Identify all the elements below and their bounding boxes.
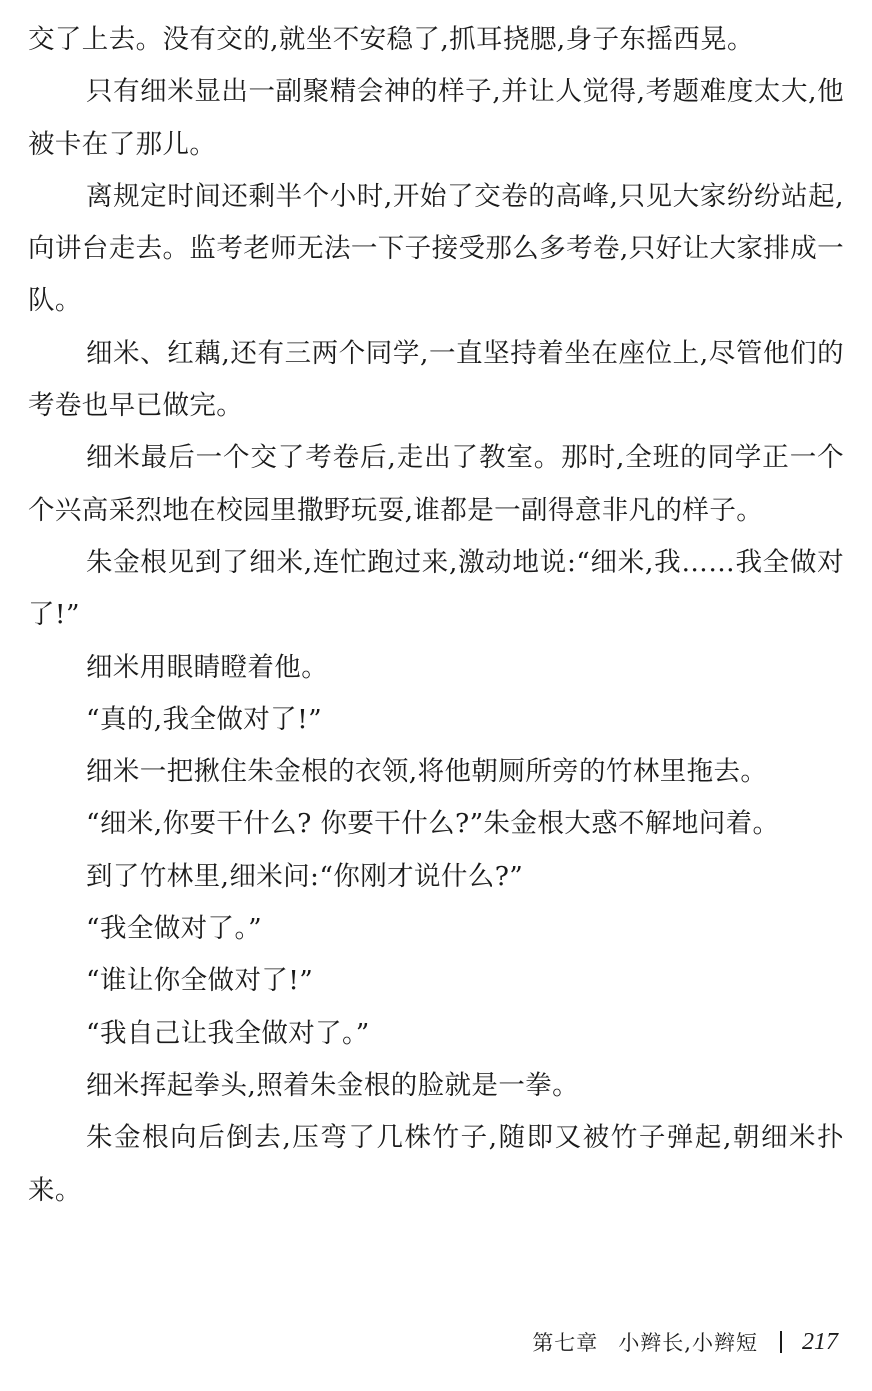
- chapter-title: 小辫长,小辫短: [618, 1331, 758, 1355]
- paragraph-3: 离规定时间还剩半个小时,开始了交卷的高峰,只见大家纷纷站起,向讲台走去。监考老师无法一下子接受那么多考卷,只好让大家排成一队。: [28, 180, 844, 317]
- paragraph-12: “我全做对了。”: [86, 913, 263, 945]
- footer-divider: [780, 1331, 782, 1353]
- paragraph-14: “我自己让我全做对了。”: [86, 1017, 370, 1049]
- paragraph-13: “谁让你全做对了!”: [86, 965, 314, 997]
- paragraph-10: “细米,你要干什么? 你要干什么?”朱金根大惑不解地问着。: [86, 808, 780, 840]
- page-footer: [532, 1322, 838, 1362]
- page-number: 217: [802, 1328, 838, 1355]
- paragraph-11: 到了竹林里,细米问:“你刚才说什么?”: [86, 860, 524, 892]
- paragraph-7: 细米用眼睛瞪着他。: [86, 651, 329, 683]
- paragraph-15: 细米挥起拳头,照着朱金根的脸就是一拳。: [86, 1069, 580, 1101]
- paragraph-4: 细米、红藕,还有三两个同学,一直坚持着坐在座位上,尽管他们的考卷也早已做完。: [28, 337, 844, 422]
- paragraph-9: 细米一把揪住朱金根的衣领,将他朝厕所旁的竹林里拖去。: [86, 756, 768, 788]
- paragraph-8: “真的,我全做对了!”: [86, 703, 323, 735]
- chapter-label: 第七章: [532, 1331, 599, 1355]
- paragraph-6: 朱金根见到了细米,连忙跑过来,激动地说:“细米,我……我全做对了!”: [28, 546, 844, 631]
- paragraph-2: 只有细米显出一副聚精会神的样子,并让人觉得,考题难度太大,他被卡在了那儿。: [28, 76, 844, 160]
- paragraph-1: 交了上去。没有交的,就坐不安稳了,抓耳挠腮,身子东摇西晃。: [28, 24, 754, 55]
- page-body: [28, 14, 844, 1217]
- paragraph-16: 朱金根向后倒去,压弯了几株竹子,随即又被竹子弹起,朝细米扑来。: [28, 1122, 844, 1206]
- paragraph-5: 细米最后一个交了考卷后,走出了教室。那时,全班的同学正一个个兴高采烈地在校园里撒野玩耍,谁都是一副得意非凡的样子。: [28, 442, 844, 526]
